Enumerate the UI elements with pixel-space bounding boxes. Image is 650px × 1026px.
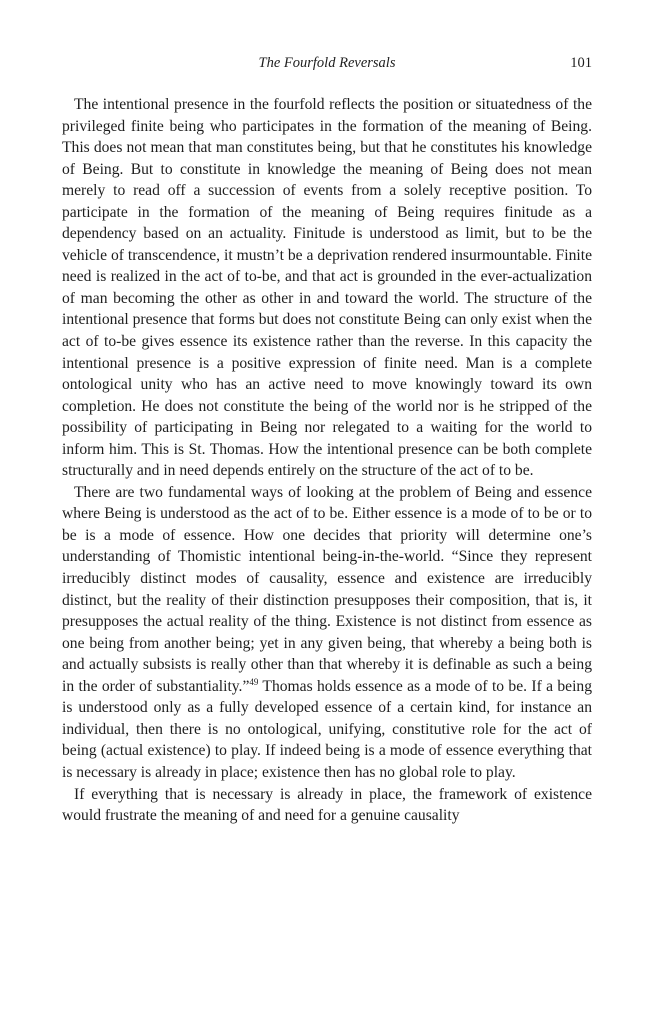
paragraph-text-after-note: Thomas holds essence as a mode of to be. If a being is understood only as a fully developed essence of a certain kind, for instance an individual, then there is no ontological, unifying, constitutive role for the act of being (actual existence) to play. If indeed being is a mode of essence everything that is necessary is already in place; existence then has no global role to play. (62, 677, 592, 781)
footnote-reference[interactable]: 49 (249, 676, 259, 687)
paragraph-being-and-essence (62, 482, 592, 784)
body-text (62, 94, 592, 827)
running-title: The Fourfold Reversals (258, 55, 396, 71)
paragraph-intentional-presence: The intentional presence in the fourfold reflects the position or situatedness of the privileged finite being who participates in the formation of the meaning of Being. This does not mean that man constitutes being, but that he constitutes his knowledge of Being. But to constitute in knowledge the meaning of Being does not mean merely to read off a succession of events from a solely receptive position. To participate in the formation of the meaning of Being requires finitude as a dependency based on an actuality. Finitude is understood as limit, but to be the vehicle of transcendence, it mustn’t be a deprivation rendered insurmountable. Finite need is realized in the act of to-be, and that act is grounded in the ever-actualization of man becoming the other as other in and toward the world. The structure of the intentional presence that forms but does not constitute Being can only exist when the act of to-be gives essence its existence rather than the reverse. In this capacity the intentional presence is a positive expression of finite need. Man is a complete ontological unity who has an active need to move knowingly toward its own completion. He does not constitute the being of the world nor is he stripped of the possibility of participating in Being nor relegated to a waiting for the world to inform him. This is St. Thomas. How the intentional presence can be both complete structurally and in need depends entirely on the structure of the act of to be. (62, 96, 592, 480)
paragraph-framework-of-existence: If everything that is necessary is already in place, the framework of existence would frustrate the meaning of and need for a genuine causality (62, 785, 592, 825)
book-page (62, 52, 592, 827)
running-head (62, 52, 592, 74)
paragraph-text-before-note: There are two fundamental ways of looking at the problem of Being and essence where Being is understood as the act of to be. Either essence is a mode of to be or to be is a mode of essence. How one decides that priority will determine one’s understanding of Thomistic intentional being-in-the-world. “Since they represent irreducibly distinct modes of causality, essence and existence are irreducibly distinct, but the reality of their distinction presupposes their composition, that is, it presupposes the actual reality of the thing. Existence is not distinct from essence as one being from another being; yet in any given being, that whereby a being both is and actually subsists is really other than that whereby it is definable as such a being in the order of substantiality.” (62, 483, 592, 695)
page-number: 101 (570, 55, 592, 71)
